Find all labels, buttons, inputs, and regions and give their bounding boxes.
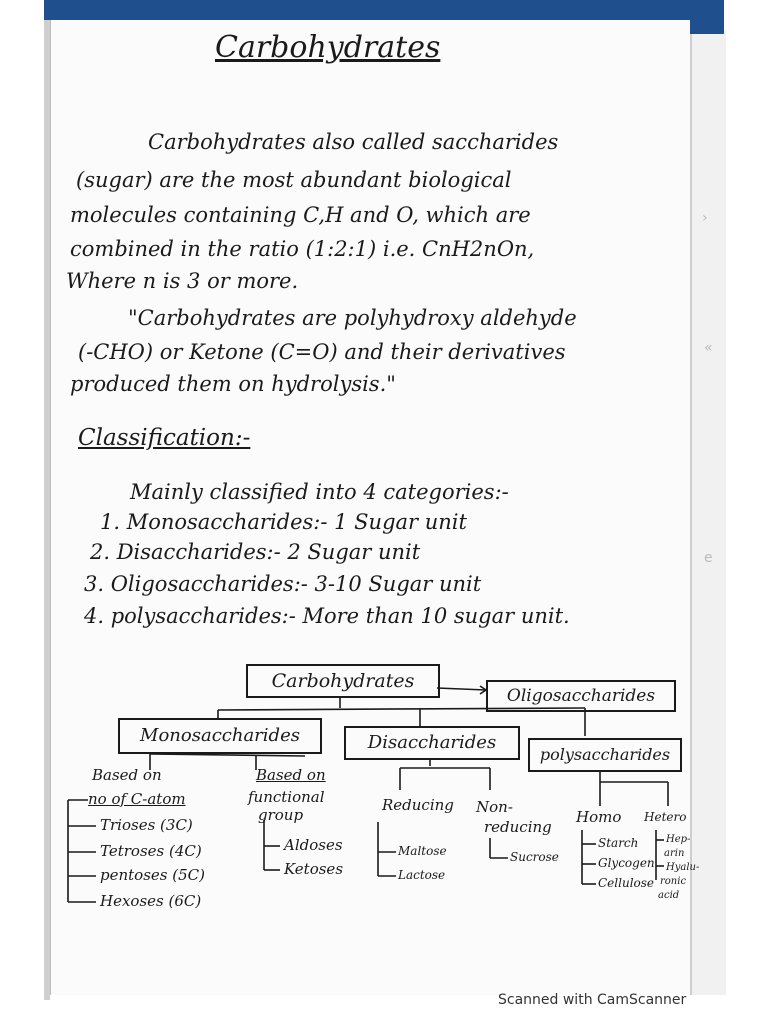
intro-line: molecules containing C,H and O, which are bbox=[70, 203, 531, 227]
homo-item: Glycogen bbox=[598, 856, 655, 870]
bleed-mark: « bbox=[704, 340, 713, 356]
carbon-item: Hexoses (6C) bbox=[100, 892, 202, 910]
definition-line: produced them on hydrolysis." bbox=[70, 372, 396, 396]
group-item: Aldoses bbox=[284, 836, 343, 854]
branch-label: group bbox=[258, 806, 304, 824]
hetero-item: Hep- bbox=[666, 834, 691, 845]
page-title: Carbohydrates bbox=[215, 30, 441, 65]
carbon-item: Tetroses (4C) bbox=[100, 842, 202, 860]
scanner-watermark: Scanned with CamScanner bbox=[498, 992, 687, 1008]
carbon-item: pentoses (5C) bbox=[100, 866, 205, 884]
definition-line: (-CHO) or Ketone (C=O) and their derivatives bbox=[78, 340, 566, 364]
intro-line: combined in the ratio (1:2:1) i.e. CnH2nOn, bbox=[70, 237, 535, 261]
carbon-item: Trioses (3C) bbox=[100, 816, 193, 834]
branch-label: Based on bbox=[92, 766, 162, 784]
reducing-item: Lactose bbox=[398, 868, 446, 882]
bleed-mark: e bbox=[704, 550, 713, 566]
branch-label: Based on bbox=[256, 766, 326, 784]
node-carbohydrates: Carbohydrates bbox=[246, 664, 440, 698]
node-oligosaccharides: Oligosaccharides bbox=[486, 680, 676, 712]
branch-label: Non- bbox=[476, 798, 513, 816]
intro-line: (sugar) are the most abundant biological bbox=[76, 168, 512, 192]
node-monosaccharides: Monosaccharides bbox=[118, 718, 322, 754]
hetero-item: ronic bbox=[660, 876, 687, 887]
intro-line: Where n is 3 or more. bbox=[66, 269, 299, 293]
classification-heading: Classification:- bbox=[78, 425, 251, 451]
node-polysaccharides: polysaccharides bbox=[528, 738, 682, 772]
node-disaccharides: Disaccharides bbox=[344, 726, 520, 760]
nonreducing-item: Sucrose bbox=[510, 850, 559, 864]
branch-label: reducing bbox=[484, 818, 552, 836]
classification-intro: Mainly classified into 4 categories:- bbox=[130, 480, 509, 504]
intro-line: Carbohydrates also called saccharides bbox=[148, 130, 559, 154]
branch-label: Homo bbox=[576, 808, 622, 826]
branch-label: functional bbox=[248, 788, 325, 806]
category-item: 2. Disaccharides:- 2 Sugar unit bbox=[90, 540, 421, 564]
homo-item: Starch bbox=[598, 836, 639, 850]
group-item: Ketoses bbox=[284, 860, 344, 878]
definition-line: "Carbohydrates are polyhydroxy aldehyde bbox=[128, 306, 577, 330]
branch-label: Reducing bbox=[382, 796, 454, 814]
category-item: 3. Oligosaccharides:- 3-10 Sugar unit bbox=[84, 572, 482, 596]
hetero-item: acid bbox=[658, 890, 680, 901]
branch-label: Hetero bbox=[644, 810, 687, 824]
bleed-mark: › bbox=[702, 210, 708, 226]
category-item: 4. polysaccharides:- More than 10 sugar unit. bbox=[84, 604, 570, 628]
homo-item: Cellulose bbox=[598, 876, 655, 890]
reducing-item: Maltose bbox=[398, 844, 447, 858]
hetero-item: Hyalu- bbox=[666, 862, 700, 873]
branch-label: no of C-atom bbox=[88, 790, 186, 808]
category-item: 1. Monosaccharides:- 1 Sugar unit bbox=[100, 510, 467, 534]
hetero-item: arin bbox=[664, 848, 685, 859]
